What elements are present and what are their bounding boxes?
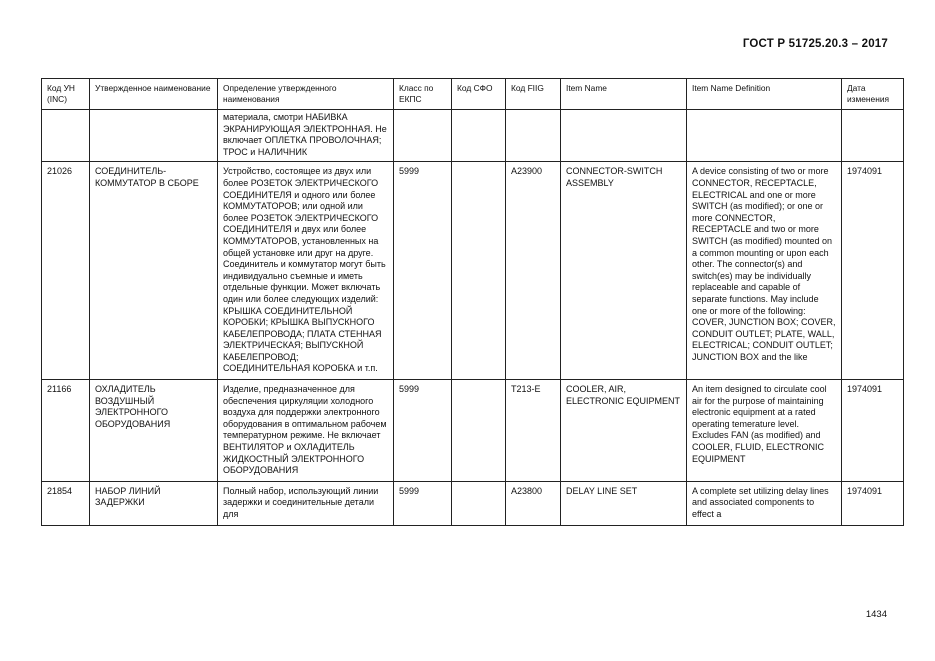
cell-definition-ru: Устройство, состоящее из двух или более РОЗЕТОК ЭЛЕКТРИЧЕСКОГО СОЕДИНИТЕЛЯ и одного или более КОММУТАТОРОВ; или одной или более РОЗЕТОК ЭЛЕКТРИЧЕСКОГО СОЕДИНИТЕЛЯ и двух или более КОММУТАТОРОВ, установленных на общей установке или друг на друге. Соединитель и коммутатор могут быть индивидуально съемные и иметь отдельные функции. Может включать один или более следующих изделий: КРЫШКА СОЕДИНИТЕЛЬНОЙ КОРОБКИ; КРЫШКА ВЫПУСКНОГО КАБЕЛЕПРОВОДА; ПЛАТА СТЕННАЯ ЭЛЕКТРИЧЕСКАЯ; ВЫПУСКНОЙ КАБЕЛЕПРОВОД; СОЕДИНИТЕЛЬНАЯ КОРОБКА и т.п.: [218, 162, 394, 380]
cell-name-ru: ОХЛАДИТЕЛЬ ВОЗДУШНЫЙ ЭЛЕКТРОННОГО ОБОРУДОВАНИЯ: [90, 380, 218, 482]
cell-inc: 21026: [42, 162, 90, 380]
cell-item-definition: A complete set utilizing delay lines and associated components to effect a: [687, 481, 842, 525]
cell-ekps: 5999: [394, 162, 452, 380]
cell-sfo: [452, 162, 506, 380]
col-header-ekps: Класс по ЕКПС: [394, 79, 452, 110]
col-header-item-name: Item Name: [561, 79, 687, 110]
cell-ekps: [394, 110, 452, 162]
cell-name-ru: СОЕДИНИТЕЛЬ-КОММУТАТОР В СБОРЕ: [90, 162, 218, 380]
table-header-row: [42, 79, 904, 110]
cell-item-definition: [687, 110, 842, 162]
col-header-inc: Код УН (INC): [42, 79, 90, 110]
cell-sfo: [452, 481, 506, 525]
cell-item-definition: A device consisting of two or more CONNECTOR, RECEPTACLE, ELECTRICAL and one or more SWITCH (as modified); or one or more CONNECTOR, RECEPTACLE and two or more SWITCH (as modified) mounted on a common mounting or upon each other. The connector(s) and switch(es) may be individually replaceable and capable of separate functions. May include one or more of the following: COVER, JUNCTION BOX; COVER, CONDUIT OUTLET; PLATE, WALL, ELECTRICAL; CONDUIT OUTLET; JUNCTION BOX and the like: [687, 162, 842, 380]
cell-inc: [42, 110, 90, 162]
document-id: ГОСТ Р 51725.20.3 – 2017: [742, 38, 888, 50]
cell-inc: 21854: [42, 481, 90, 525]
table-row: [42, 380, 904, 482]
cell-date: 1974091: [842, 380, 904, 482]
cell-item-name: COOLER, AIR, ELECTRONIC EQUIPMENT: [561, 380, 687, 482]
cell-fiig: A23900: [506, 162, 561, 380]
cell-item-name: CONNECTOR-SWITCH ASSEMBLY: [561, 162, 687, 380]
table-row: [42, 481, 904, 525]
cell-definition-ru: материала, смотри НАБИВКА ЭКРАНИРУЮЩАЯ ЭЛЕКТРОННАЯ. Не включает ОПЛЕТКА ПРОВОЛОЧНАЯ; ТРОС и НАЛИЧНИК: [218, 110, 394, 162]
cell-name-ru: [90, 110, 218, 162]
cell-ekps: 5999: [394, 380, 452, 482]
cell-ekps: 5999: [394, 481, 452, 525]
cell-date: 1974091: [842, 162, 904, 380]
col-header-name-ru: Утвержденное наименование: [90, 79, 218, 110]
cell-item-definition: An item designed to circulate cool air for the purpose of maintaining electronic equipment at a rated operating temerature level. Excludes FAN (as modified) and COOLER, FLUID, ELECTRONIC EQUIPMENT: [687, 380, 842, 482]
col-header-item-definition: Item Name Definition: [687, 79, 842, 110]
cell-date: 1974091: [842, 481, 904, 525]
cell-fiig: A23800: [506, 481, 561, 525]
page-number: 1434: [865, 609, 887, 620]
col-header-fiig: Код FIIG: [506, 79, 561, 110]
cell-definition-ru: Изделие, предназначенное для обеспечения циркуляции холодного воздуха для поддержки электронного оборудования в оптимальном рабочем температурном режиме. Не включает ВЕНТИЛЯТОР и ОХЛАДИТЕЛЬ ЖИДКОСТНЫЙ ЭЛЕКТРОННОГО ОБОРУДОВАНИЯ: [218, 380, 394, 482]
col-header-sfo: Код СФО: [452, 79, 506, 110]
cell-item-name: [561, 110, 687, 162]
cell-fiig: T213-E: [506, 380, 561, 482]
cell-item-name: DELAY LINE SET: [561, 481, 687, 525]
cell-inc: 21166: [42, 380, 90, 482]
col-header-date: Дата изменения: [842, 79, 904, 110]
table-row: [42, 110, 904, 162]
col-header-definition-ru: Определение утвержденного наименования: [218, 79, 394, 110]
specification-table: [41, 78, 904, 526]
cell-sfo: [452, 380, 506, 482]
cell-sfo: [452, 110, 506, 162]
table-row: [42, 162, 904, 380]
cell-fiig: [506, 110, 561, 162]
cell-date: [842, 110, 904, 162]
cell-name-ru: НАБОР ЛИНИЙ ЗАДЕРЖКИ: [90, 481, 218, 525]
cell-definition-ru: Полный набор, использующий линии задержки и соединительные детали для: [218, 481, 394, 525]
